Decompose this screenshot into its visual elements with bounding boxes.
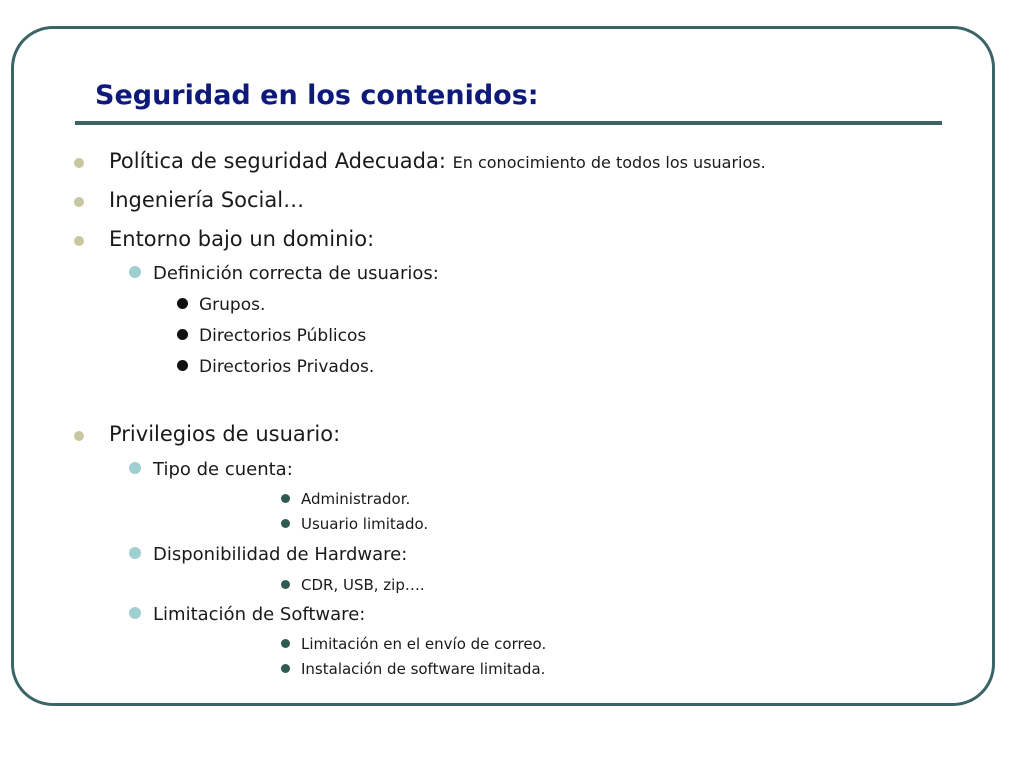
round-bullet-icon [177,329,188,340]
bullet-text: Limitación en el envío de correo. [301,635,547,653]
slide-title: Seguridad en los contenidos: [95,80,539,111]
bullet-text: Disponibilidad de Hardware: [153,544,408,565]
bullet-item-cdr-usb [301,576,425,594]
round-bullet-icon [129,607,141,619]
bullet-item-ingenieria [109,188,304,212]
bullet-text: Directorios Públicos [199,326,367,346]
bullet-item-definicion [153,263,439,284]
bullet-item-dir-publicos [199,326,366,346]
bullet-item-privilegios [109,422,340,446]
bullet-text: Usuario limitado. [301,515,429,533]
bullet-text: Definición correcta de usuarios: [153,263,439,284]
bullet-item-politica [109,149,766,173]
bullet-text: Grupos. [199,295,266,315]
bullet-text: Administrador. [301,490,411,508]
round-bullet-icon [281,580,290,589]
bullet-text: Política de seguridad Adecuada: [109,149,446,173]
bullet-item-correo [301,635,546,653]
bullet-item-software [153,604,365,625]
round-bullet-icon [129,266,141,278]
bullet-item-administrador [301,490,410,508]
round-bullet-icon [177,360,188,371]
bullet-text: CDR, USB, zip…. [301,576,425,594]
round-bullet-icon [281,639,290,648]
round-bullet-icon [74,236,84,246]
bullet-text: Limitación de Software: [153,604,366,625]
bullet-text: Directorios Privados. [199,357,375,377]
bullet-item-grupos [199,295,265,315]
bullet-text: Instalación de software limitada. [301,660,546,678]
bullet-text: Ingeniería Social… [109,188,305,212]
bullet-item-entorno [109,227,374,251]
bullet-item-instalacion [301,660,545,678]
bullet-text: Entorno bajo un dominio: [109,227,375,251]
round-bullet-icon [129,462,141,474]
bullet-text: Tipo de cuenta: [153,459,293,480]
round-bullet-icon [129,547,141,559]
round-bullet-icon [74,197,84,207]
round-bullet-icon [281,494,290,503]
bullet-item-tipo-cuenta [153,459,293,480]
bullet-item-usuario-limitado [301,515,428,533]
round-bullet-icon [177,298,188,309]
bullet-item-dir-privados [199,357,374,377]
round-bullet-icon [74,431,84,441]
bullet-text: Privilegios de usuario: [109,422,341,446]
round-bullet-icon [74,158,84,168]
bullet-item-hardware [153,544,407,565]
bullet-note: En conocimiento de todos los usuarios. [452,153,766,172]
round-bullet-icon [281,664,290,673]
round-bullet-icon [281,519,290,528]
title-underline [75,121,942,125]
